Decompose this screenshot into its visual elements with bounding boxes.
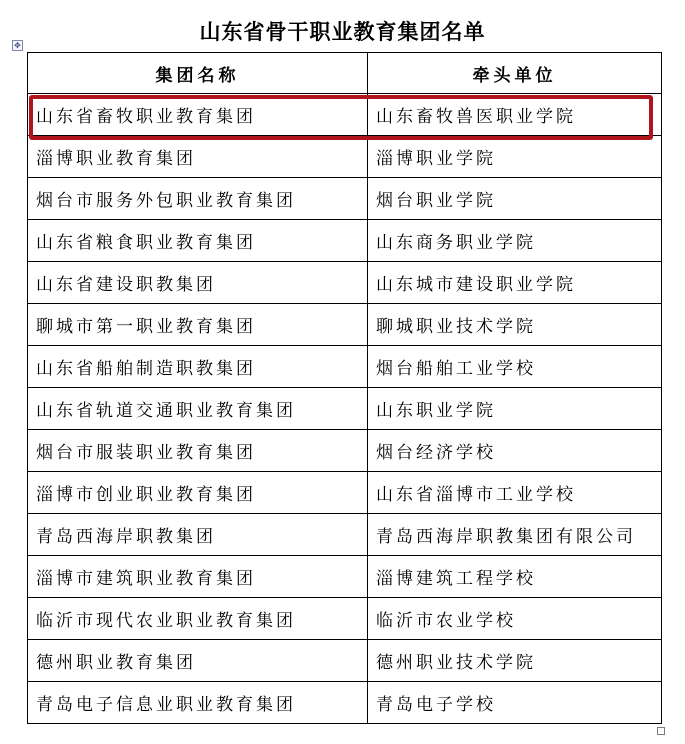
group-name-cell: 山东省粮食职业教育集团	[28, 220, 368, 262]
header-lead-unit: 牵头单位	[368, 53, 662, 94]
table-row	[28, 136, 662, 178]
group-name-cell: 青岛电子信息业职业教育集团	[28, 682, 368, 724]
group-name-cell: 山东省畜牧职业教育集团	[28, 94, 368, 136]
group-name-cell: 烟台市服装职业教育集团	[28, 430, 368, 472]
group-name-cell: 山东省建设职教集团	[28, 262, 368, 304]
group-name-cell: 淄博市创业职业教育集团	[28, 472, 368, 514]
move-cross-icon[interactable]: ✥	[12, 40, 23, 51]
table-row	[28, 346, 662, 388]
table-header-row	[28, 53, 662, 94]
resize-square-icon[interactable]	[657, 727, 665, 735]
group-name-cell: 淄博职业教育集团	[28, 136, 368, 178]
group-name-cell: 德州职业教育集团	[28, 640, 368, 682]
table-row	[28, 514, 662, 556]
table-row	[28, 304, 662, 346]
lead-unit-cell: 临沂市农业学校	[368, 598, 662, 640]
table-row	[28, 640, 662, 682]
header-group-name: 集团名称	[28, 53, 368, 94]
table-row	[28, 682, 662, 724]
lead-unit-cell: 青岛电子学校	[368, 682, 662, 724]
lead-unit-cell: 淄博建筑工程学校	[368, 556, 662, 598]
group-name-cell: 临沂市现代农业职业教育集团	[28, 598, 368, 640]
lead-unit-cell: 烟台船舶工业学校	[368, 346, 662, 388]
table-row	[28, 556, 662, 598]
table-row	[28, 388, 662, 430]
table-row	[28, 598, 662, 640]
document-title: 山东省骨干职业教育集团名单	[199, 20, 486, 44]
lead-unit-cell: 山东畜牧兽医职业学院	[368, 94, 662, 136]
lead-unit-cell: 德州职业技术学院	[368, 640, 662, 682]
group-name-cell: 山东省轨道交通职业教育集团	[28, 388, 368, 430]
lead-unit-cell: 聊城职业技术学院	[368, 304, 662, 346]
table-row	[28, 262, 662, 304]
table-row	[28, 430, 662, 472]
lead-unit-cell: 山东商务职业学院	[368, 220, 662, 262]
lead-unit-cell: 烟台经济学校	[368, 430, 662, 472]
lead-unit-cell: 山东职业学院	[368, 388, 662, 430]
group-name-cell: 烟台市服务外包职业教育集团	[28, 178, 368, 220]
group-name-cell: 山东省船舶制造职教集团	[28, 346, 368, 388]
table-row	[28, 178, 662, 220]
table-row	[28, 220, 662, 262]
lead-unit-cell: 青岛西海岸职教集团有限公司	[368, 514, 662, 556]
lead-unit-cell: 淄博职业学院	[368, 136, 662, 178]
group-table	[27, 52, 662, 724]
group-name-cell: 青岛西海岸职教集团	[28, 514, 368, 556]
group-name-cell: 聊城市第一职业教育集团	[28, 304, 368, 346]
lead-unit-cell: 烟台职业学院	[368, 178, 662, 220]
lead-unit-cell: 山东省淄博市工业学校	[368, 472, 662, 514]
lead-unit-cell: 山东城市建设职业学院	[368, 262, 662, 304]
table-row	[28, 94, 662, 136]
group-name-cell: 淄博市建筑职业教育集团	[28, 556, 368, 598]
table-row	[28, 472, 662, 514]
